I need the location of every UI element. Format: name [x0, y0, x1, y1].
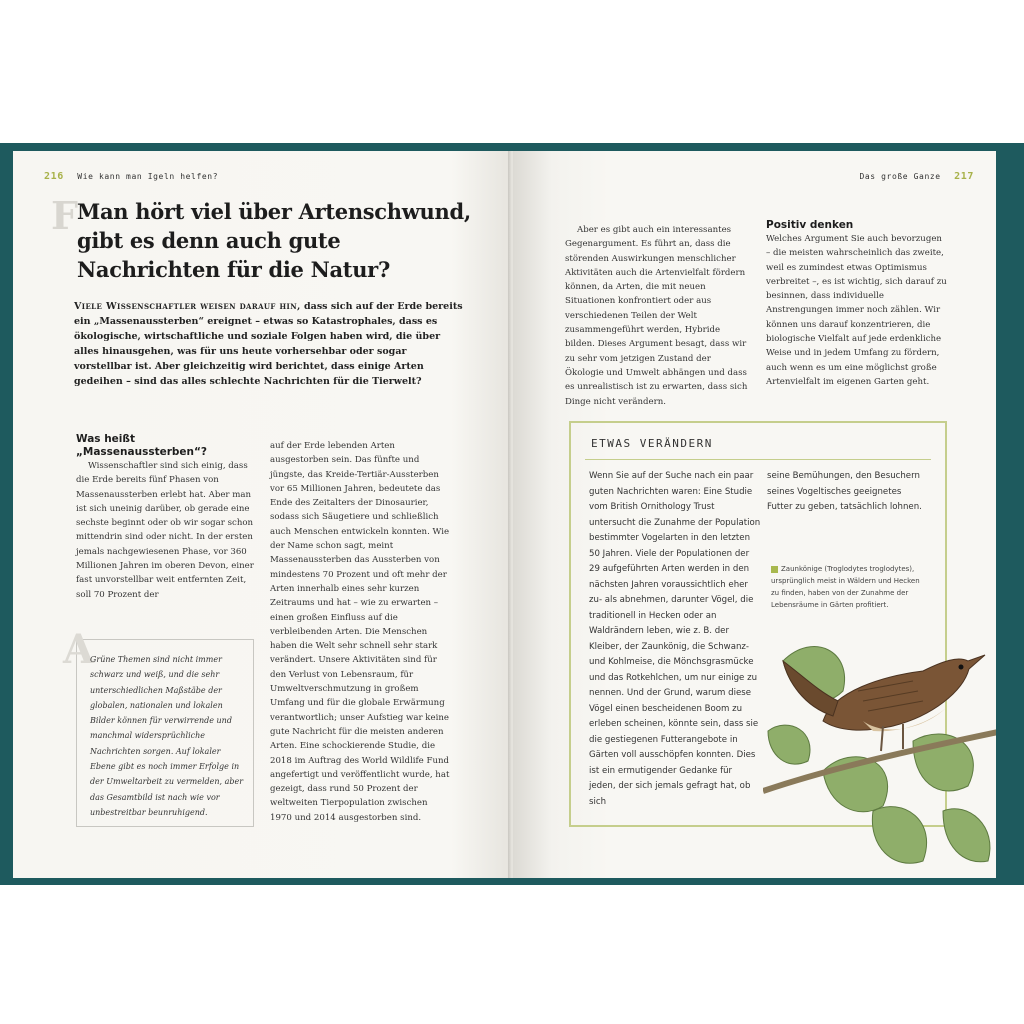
left-page-number: 216 [44, 171, 64, 182]
left-column-1-text: Wissenschaftler sind sich einig, dass die Erde bereits fünf Phasen von Massenaussterben erlebt hat. Aber man ist sich uneinig darüber, ob gerade eine sechste beginnt oder ob wir sogar schon mittendrin sind oder nicht. In der ersten jemals nachgewiesenen Phase, vor 360 Millionen Jahren im oberen Devon, einer fast unvorstellbar weit entfernten Zeit, soll 70 Prozent der [76, 461, 254, 600]
right-page-number: 217 [954, 171, 974, 182]
info-box-a [63, 626, 254, 827]
section-heading-positiv-denken: Positiv denken [766, 219, 854, 231]
lead-text: dass sich auf der Erde bereits ein „Massenaussterben“ ereignet – etwas so Katastrophales, dass es ökologische, wirtschaftliche und soziale Folgen haben wird, die über alles hinausgehen, was für uns heute vorhersehbar oder sogar vorstellbar ist. Aber gleichzeitig wird berichtet, dass einige Arten gedeihen – sind das alles schlechte Nachrichten für die Tierwelt? [74, 301, 463, 387]
right-column-1-text: Aber es gibt auch ein interessantes Gegenargument. Es führt an, dass die störenden Auswirkungen menschlicher Aktivitäten auch die Artenvielfalt fördern können, da Arten, die mit neuen Situationen konfrontiert oder aus verschiedenen Teilen der Welt zusammengeführt werden, Hybride bilden. Dieses Argument besagt, dass wir zu sehr vom jetzigen Zustand der Ökologie und Umwelt abhängen und dass es unrealistisch ist zu erwarten, dass sich Dinge nicht verändern. [565, 225, 748, 407]
left-column-1 [76, 433, 256, 602]
info-box-letter: A [63, 626, 95, 673]
left-page [13, 151, 511, 878]
box-divider [585, 459, 931, 460]
caption-text: Zaunkönige (Troglodytes troglodytes), ursprünglich meist in Wäldern und Hecken zu finden, haben von der Zunahme der Lebensräume in Gärten profitiert. [771, 565, 920, 609]
box-title: ETWAS VERÄNDERN [591, 437, 713, 450]
leaf-shape [768, 725, 810, 764]
leaf-shape [943, 809, 990, 862]
left-column-2-text: auf der Erde lebenden Arten ausgestorben sein. Das fünfte und jüngste, das Kreide-Tertiär-Aussterben vor 65 Millionen Jahren, bedeutete das Ende des Zeitalters der Dinosaurier, sodass sich Säugetiere und schließlich auch Menschen entwickeln konnten. Wie der Name schon sagt, meint Massenaussterben das Aussterben von mindestens 70 Prozent und oft mehr der Arten innerhalb eines sehr kurzen Zeitraums und hat – wie zu erwarten – einen großen Einfluss auf die verbleibenden Arten. Die Menschen haben die Welt sehr schnell sehr stark verändert. Unsere Aktivitäten sind für den Verlust von Lebensraum, für Umweltverschmutzung in großem Umfang und für die globale Erwärmung verantwortlich; unser Aufstieg war keine gute Nachricht für die meisten anderen Arten. Eine schockierende Studie, die 2018 im Auftrag des World Wildlife Fund angefertigt und veröffentlicht wurde, hat gezeigt, dass rund 50 Prozent der weltweiten Tierpopulation zwischen 1970 und 2014 ausgestorben sind. [270, 441, 450, 823]
page-title: Man hört viel über Artenschwund, gibt es denn auch gute Nachrichten für die Natur? [77, 199, 471, 282]
lead-smallcaps: Viele Wissenschaftler weisen darauf hin, [74, 301, 301, 312]
left-running-head-text: Wie kann man Igeln helfen? [77, 172, 219, 181]
lead-paragraph [74, 299, 466, 389]
right-running-head-text: Das große Ganze [859, 172, 941, 181]
left-running-head [44, 171, 218, 182]
title-dropcap: F [51, 193, 78, 238]
right-page [513, 151, 996, 878]
right-column-2 [766, 219, 948, 389]
photo-caption [771, 563, 929, 611]
wren-illustration [763, 621, 996, 878]
box-column-1-text: Wenn Sie auf der Suche nach ein paar guten Nachrichten waren: Eine Studie vom British Ornithology Trust untersucht die Zunahme der Population bestimmter Vogelarten in den letzten 50 Jahren. Viele der Populationen der 29 aufgeführten Arten werden in den nächsten Jahren voraussichtlich eher zu- als abnehmen, darunter Vögel, die traditionell in Hecken oder an Waldrändern leben, wie z. B. der Kleiber, der Zaunkönig, die Schwanz- und Kohlmeise, die Mönchsgrasmücke und das Rotkehlchen, um nur einige zu nennen. Und der Grund, warum diese Vögel einen bescheidenen Boom zu erleben scheinen, könnte sein, dass sie die gestiegenen Futterangebote in Gärten voll ausschöpfen konnten. Dies ist ein ermutigender Gedanke für jeden, der sich jemals gefragt hat, ob sich [589, 471, 761, 807]
section-heading-massenaussterben: Was heißt „Massenaussterben“? [76, 433, 208, 458]
leaf-shape [872, 807, 926, 864]
caption-marker-icon [771, 566, 778, 573]
right-column-2-text: Welches Argument Sie auch bevorzugen – die meisten wahrscheinlich das zweite, weil es zumindest etwas Optimismus verbreitet –, es ist wichtig, sich darauf zu besinnen, dass individuelle Anstrengungen immer noch zählen. Wir können uns darauf konzentrieren, die biologische Vielfalt auf jede erdenkliche Weise und in jedem Umfang zu fördern, auch wenn es um eine möglichst große Artenvielfalt im eigenen Garten geht. [766, 234, 947, 387]
info-box-text: Grüne Themen sind nicht immer schwarz und weiß, und die sehr unterschiedlichen Maßstäbe der globalen, nationalen und lokalen Bilder können für verwirrende und manchmal widersprüchliche Nachrichten sorgen. Auf lokaler Ebene gibt es noch immer Erfolge in der Umweltarbeit zu vermelden, aber das Gesamtbild ist nach wie vor unbestreitbar beunruhigend. [90, 655, 244, 817]
right-running-head [859, 171, 974, 182]
box-column-2-text: seine Bemühungen, den Besuchern seines Vogeltisches geeignetes Futter zu geben, tatsächlich lohnen. [767, 471, 922, 512]
